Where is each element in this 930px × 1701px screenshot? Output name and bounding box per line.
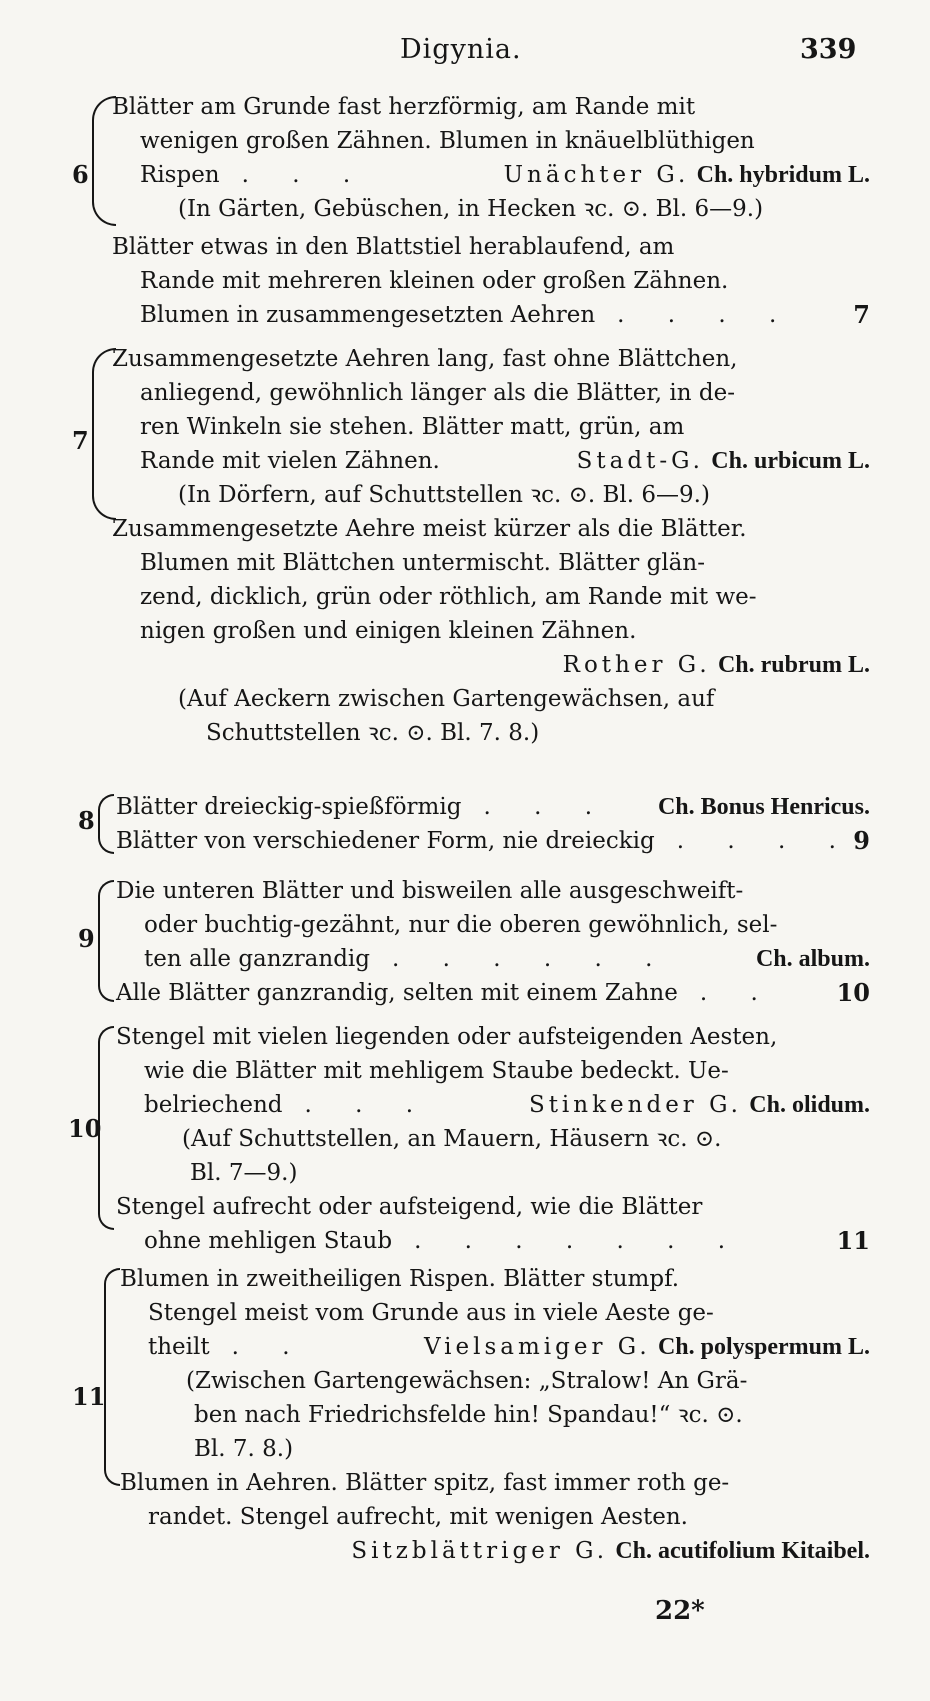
- lead-last-line: [116, 790, 870, 824]
- leader-dots: . . .: [304, 1092, 432, 1118]
- lead-text-line: Die unteren Blätter und bisweilen alle ausgeschweift-: [116, 878, 744, 904]
- key-lead: [116, 1020, 870, 1258]
- key-couplet-11: [60, 1262, 870, 1582]
- lead-text-line: nigen großen und einigen kleinen Zähnen.: [140, 618, 637, 644]
- leader-dots: . . . . . .: [392, 946, 671, 972]
- lead-last-line: [116, 1224, 870, 1258]
- couplet-number: 9: [78, 924, 95, 953]
- couplet-number: 8: [78, 806, 95, 835]
- common-name: Vielsamiger G.: [423, 1334, 651, 1360]
- habitat-note: (In Gärten, Gebüschen, in Hecken ꝛc. ⊙. Bl. 6—9.): [178, 196, 764, 222]
- lead-last-line: [112, 298, 870, 332]
- lead-text-line: Blätter etwas in den Blattstiel herablaufend, am: [112, 234, 675, 260]
- common-name: Rother G.: [562, 652, 711, 678]
- brace: [98, 880, 114, 1002]
- lead-text: Alle Blätter ganzrandig, selten mit einem Zahne: [116, 980, 678, 1006]
- latin-name: Ch. Bonus Henricus.: [657, 794, 870, 820]
- signature-mark: 22*: [655, 1596, 705, 1626]
- latin-name: Ch. hybridum L.: [696, 162, 870, 188]
- common-name: Unächter G.: [503, 162, 690, 188]
- common-name: Sitzblättriger G.: [351, 1538, 609, 1564]
- leader-dots: . . .: [483, 794, 611, 820]
- common-name: Stadt-G.: [576, 448, 704, 474]
- habitat-note: Bl. 7. 8.): [194, 1436, 294, 1462]
- key-lead: [112, 512, 870, 750]
- taxon-name: [112, 648, 870, 682]
- key-lead: [116, 790, 870, 858]
- lead-last-line: [116, 942, 870, 976]
- common-name: Stinkender G.: [528, 1092, 742, 1118]
- latin-name: Ch. olidum.: [749, 1092, 870, 1118]
- lead-last-line: [116, 1088, 870, 1122]
- key-lead: [120, 1262, 870, 1568]
- brace: [98, 794, 114, 854]
- lead-last-line: [116, 976, 870, 1010]
- page-header: [0, 34, 930, 84]
- lead-text-line: wie die Blätter mit mehligem Staube bedeckt. Ue-: [144, 1058, 729, 1084]
- key-couplet-7: [60, 342, 870, 746]
- couplet-number: 6: [72, 160, 89, 189]
- latin-name: Ch. urbicum L.: [711, 448, 870, 474]
- couplet-number: 10: [68, 1114, 102, 1143]
- lead-reference: 9: [853, 826, 870, 855]
- leader-dots: . . .: [241, 162, 369, 188]
- taxon-name: [504, 158, 870, 192]
- lead-text-line: Blumen in zweitheiligen Rispen. Blätter stumpf.: [120, 1266, 680, 1292]
- key-couplet-10: [60, 1020, 870, 1255]
- leader-dots: . .: [231, 1334, 308, 1360]
- lead-last-line: [112, 158, 870, 192]
- lead-text: ohne mehligen Staub: [144, 1228, 393, 1254]
- latin-name: Ch. rubrum L.: [717, 652, 870, 678]
- lead-text-line: Rande mit mehreren kleinen oder großen Zähnen.: [140, 268, 729, 294]
- lead-text-line: Stengel meist vom Grunde aus in viele Aeste ge-: [148, 1300, 714, 1326]
- lead-text-line: Blätter am Grunde fast herzförmig, am Rande mit: [112, 94, 696, 120]
- lead-text-line: Stengel aufrecht oder aufsteigend, wie die Blätter: [116, 1194, 703, 1220]
- couplet-number: 11: [72, 1382, 106, 1411]
- lead-text-line: Zusammengesetzte Aehren lang, fast ohne Blättchen,: [112, 346, 738, 372]
- key-lead: [112, 230, 870, 332]
- habitat-note: ben nach Friedrichsfelde hin! Spandau!“ ꝛc. ⊙.: [194, 1402, 743, 1428]
- habitat-note: (In Dörfern, auf Schuttstellen ꝛc. ⊙. Bl. 6—9.): [178, 482, 710, 508]
- lead-text-line: randet. Stengel aufrecht, mit wenigen Aesten.: [148, 1504, 688, 1530]
- key-couplet-9: [60, 874, 870, 1014]
- lead-text: Blumen in zusammengesetzten Aehren: [140, 302, 596, 328]
- lead-text-line: zend, dicklich, grün oder röthlich, am Rande mit we-: [140, 584, 757, 610]
- lead-reference: 11: [836, 1226, 870, 1255]
- lead-text: Blätter von verschiedener Form, nie dreieckig: [116, 828, 655, 854]
- habitat-note: (Zwischen Gartengewächsen: „Stralow! An Grä-: [186, 1368, 748, 1394]
- lead-text: Rande mit vielen Zähnen.: [140, 448, 440, 474]
- leader-dots: . .: [699, 980, 776, 1006]
- latin-name: Ch. polyspermum L.: [657, 1334, 870, 1360]
- brace: [98, 1026, 114, 1230]
- running-title: Digynia.: [400, 34, 522, 65]
- key-lead: [116, 874, 870, 1010]
- habitat-note: (Auf Aeckern zwischen Gartengewächsen, auf: [178, 686, 715, 712]
- habitat-note: Schuttstellen ꝛc. ⊙. Bl. 7. 8.): [206, 720, 540, 746]
- habitat-note: (Auf Schuttstellen, an Mauern, Häusern ꝛc. ⊙.: [182, 1126, 722, 1152]
- taxon-name: [577, 444, 870, 478]
- latin-name: Ch. album.: [755, 946, 870, 972]
- couplet-number: 7: [72, 426, 89, 455]
- lead-reference: 7: [853, 300, 870, 329]
- latin-name: Ch. acutifolium Kitaibel.: [615, 1538, 870, 1564]
- lead-last-line: [120, 1330, 870, 1364]
- page-number: 339: [800, 34, 857, 65]
- lead-text-line: Blumen in Aehren. Blätter spitz, fast immer roth ge-: [120, 1470, 730, 1496]
- key-couplet-8: [60, 790, 870, 862]
- taxon-name: [529, 1088, 870, 1122]
- lead-text-line: ren Winkeln sie stehen. Blätter matt, grün, am: [140, 414, 685, 440]
- leader-dots: . . . .: [676, 828, 854, 854]
- key-lead: [112, 342, 870, 512]
- leader-dots: . . . .: [617, 302, 795, 328]
- lead-text: Blätter dreieckig-spießförmig: [116, 794, 462, 820]
- lead-reference: 10: [836, 978, 870, 1007]
- leader-dots: . . . . . . .: [414, 1228, 744, 1254]
- lead-text-line: oder buchtig-gezähnt, nur die oberen gewöhnlich, sel-: [144, 912, 778, 938]
- lead-text-line: Stengel mit vielen liegenden oder aufsteigenden Aesten,: [116, 1024, 778, 1050]
- habitat-note: Bl. 7—9.): [190, 1160, 298, 1186]
- key-lead: [112, 90, 870, 226]
- brace: [104, 1268, 120, 1486]
- lead-text-line: wenigen großen Zähnen. Blumen in knäuelblüthigen: [140, 128, 755, 154]
- lead-text: Rispen: [140, 162, 220, 188]
- lead-last-line: [112, 444, 870, 478]
- lead-text-line: Blumen mit Blättchen untermischt. Blätter glän-: [140, 550, 705, 576]
- lead-text: ten alle ganzrandig: [144, 946, 371, 972]
- taxon-name: [120, 1534, 870, 1568]
- lead-last-line: [116, 824, 870, 858]
- taxon-name: [424, 1330, 870, 1364]
- lead-text-line: Zusammengesetzte Aehre meist kürzer als die Blätter.: [112, 516, 747, 542]
- lead-text: belriechend: [144, 1092, 283, 1118]
- lead-text: theilt: [148, 1334, 210, 1360]
- lead-text-line: anliegend, gewöhnlich länger als die Blätter, in de-: [140, 380, 736, 406]
- key-couplet-6: [60, 90, 870, 330]
